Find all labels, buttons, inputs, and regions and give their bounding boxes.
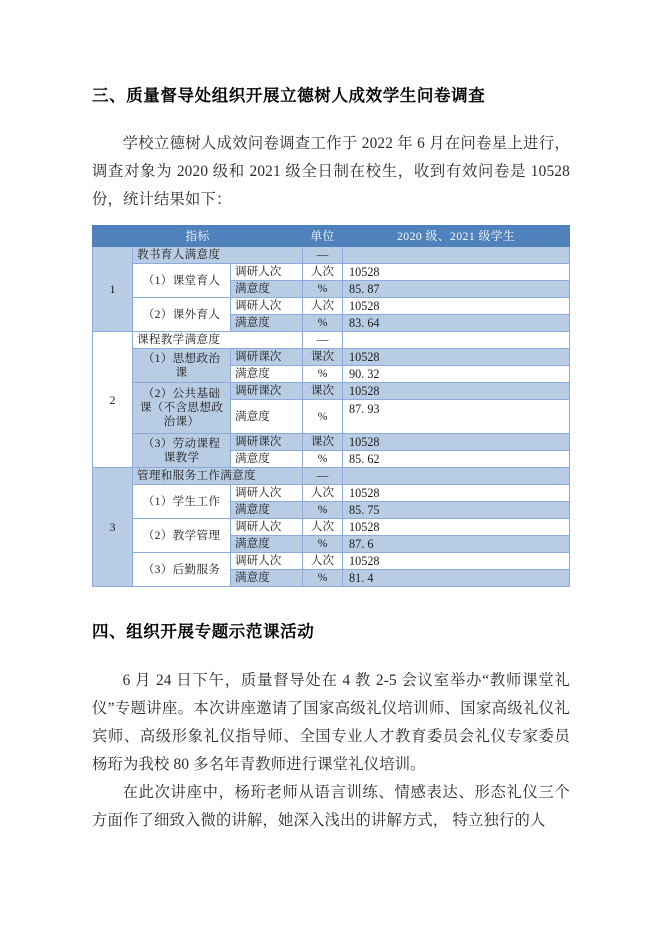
table-group-row bbox=[93, 332, 570, 349]
metric-unit-cell: % bbox=[303, 536, 343, 553]
item-label-cell: （2）教学管理 bbox=[133, 519, 231, 553]
metric-name-cell: 调研人次 bbox=[231, 519, 303, 536]
metric-value-cell: 10528 bbox=[343, 434, 570, 451]
metric-name-cell: 满意度 bbox=[231, 451, 303, 468]
metric-value-cell: 87. 93 bbox=[343, 400, 570, 434]
section-4-paragraph-1: 6 月 24 日下午，质量督导处在 4 教 2-5 会议室举办“教师课堂礼仪”专题讲座。本次讲座邀请了国家高级礼仪培训师、国家高级礼仪礼宾师、高级形象礼仪指导师、全国专业人才教育委员会礼仪专家委员杨珩为我校 80 多名年青教师进行课堂礼仪培训。 bbox=[92, 672, 570, 773]
metric-name-cell: 满意度 bbox=[231, 366, 303, 383]
table-row bbox=[93, 298, 570, 315]
metric-unit-cell: % bbox=[303, 502, 343, 519]
metric-value-cell: 10528 bbox=[343, 383, 570, 400]
item-label-cell: （2）公共基础课（不含思想政治课） bbox=[133, 383, 231, 434]
table-group-row bbox=[93, 247, 570, 264]
item-label-cell: （2）课外育人 bbox=[133, 298, 231, 332]
metric-name-cell: 满意度 bbox=[231, 536, 303, 553]
metric-unit-cell: 课次 bbox=[303, 383, 343, 400]
metric-value-cell: 81. 4 bbox=[343, 570, 570, 587]
table-head bbox=[93, 226, 570, 247]
metric-name-cell: 满意度 bbox=[231, 281, 303, 298]
metric-unit-cell: 人次 bbox=[303, 519, 343, 536]
document-content bbox=[92, 0, 570, 835]
metric-value-cell: 10528 bbox=[343, 349, 570, 366]
group-title-cell: 课程教学满意度 bbox=[133, 332, 303, 349]
item-label-cell: （1）学生工作 bbox=[133, 485, 231, 519]
section-heading-4: 四、组织开展专题示范课活动 bbox=[92, 623, 315, 641]
metric-value-cell: 90. 32 bbox=[343, 366, 570, 383]
item-label-cell: （1）思想政治课 bbox=[133, 349, 231, 383]
metric-name-cell: 调研课次 bbox=[231, 349, 303, 366]
metric-name-cell: 调研人次 bbox=[231, 485, 303, 502]
group-number-cell: 2 bbox=[93, 332, 133, 468]
metric-unit-cell: 课次 bbox=[303, 349, 343, 366]
table-row bbox=[93, 349, 570, 366]
metric-unit-cell: % bbox=[303, 315, 343, 332]
metric-name-cell: 调研课次 bbox=[231, 434, 303, 451]
metric-unit-cell: % bbox=[303, 366, 343, 383]
table-row bbox=[93, 264, 570, 281]
table-row bbox=[93, 485, 570, 502]
item-label-cell: （3）后勤服务 bbox=[133, 553, 231, 587]
metric-value-cell: 85. 75 bbox=[343, 502, 570, 519]
metric-value-cell: 85. 87 bbox=[343, 281, 570, 298]
group-number-cell: 3 bbox=[93, 468, 133, 587]
table-row bbox=[93, 383, 570, 400]
metric-name-cell: 满意度 bbox=[231, 570, 303, 587]
metric-unit-cell: % bbox=[303, 451, 343, 468]
metric-name-cell: 调研人次 bbox=[231, 264, 303, 281]
column-header-unit: 单位 bbox=[303, 226, 343, 247]
table-body bbox=[93, 247, 570, 587]
metric-name-cell: 调研课次 bbox=[231, 383, 303, 400]
group-unit-dash-cell: — bbox=[303, 247, 343, 264]
metric-name-cell: 满意度 bbox=[231, 315, 303, 332]
metric-value-cell: 87. 6 bbox=[343, 536, 570, 553]
table-row bbox=[93, 434, 570, 451]
group-value-empty-cell bbox=[343, 468, 570, 485]
column-header-value: 2020 级、2021 级学生 bbox=[343, 226, 570, 247]
group-unit-dash-cell: — bbox=[303, 468, 343, 485]
item-label-cell: （3）劳动课程课教学 bbox=[133, 434, 231, 468]
section-3-paragraph-1: 学校立德树人成效问卷调查工作于 2022 年 6 月在问卷星上进行，调查对象为 2020 级和 2021 级全日制在校生，收到有效问卷是 10528 份，统计结果如下： bbox=[92, 135, 570, 208]
metric-unit-cell: 人次 bbox=[303, 553, 343, 570]
table-group-row bbox=[93, 468, 570, 485]
metric-unit-cell: 人次 bbox=[303, 485, 343, 502]
table-row bbox=[93, 553, 570, 570]
metric-value-cell: 10528 bbox=[343, 264, 570, 281]
group-unit-dash-cell: — bbox=[303, 332, 343, 349]
metric-name-cell: 调研人次 bbox=[231, 298, 303, 315]
metric-unit-cell: % bbox=[303, 400, 343, 434]
metric-name-cell: 满意度 bbox=[231, 502, 303, 519]
metric-unit-cell: 课次 bbox=[303, 434, 343, 451]
column-header-indicator: 指标 bbox=[93, 226, 303, 247]
table-header-row bbox=[93, 226, 570, 247]
metric-value-cell: 10528 bbox=[343, 485, 570, 502]
metric-value-cell: 10528 bbox=[343, 298, 570, 315]
metric-value-cell: 83. 64 bbox=[343, 315, 570, 332]
metric-value-cell: 10528 bbox=[343, 553, 570, 570]
metric-name-cell: 调研人次 bbox=[231, 553, 303, 570]
item-label-cell: （1）课堂育人 bbox=[133, 264, 231, 298]
group-value-empty-cell bbox=[343, 332, 570, 349]
group-title-cell: 教书育人满意度 bbox=[133, 247, 303, 264]
group-title-cell: 管理和服务工作满意度 bbox=[133, 468, 303, 485]
metric-unit-cell: % bbox=[303, 281, 343, 298]
table-row bbox=[93, 519, 570, 536]
metric-name-cell: 满意度 bbox=[231, 400, 303, 434]
group-number-cell: 1 bbox=[93, 247, 133, 332]
metric-value-cell: 85. 62 bbox=[343, 451, 570, 468]
metric-unit-cell: 人次 bbox=[303, 298, 343, 315]
metric-value-cell: 10528 bbox=[343, 519, 570, 536]
group-value-empty-cell bbox=[343, 247, 570, 264]
section-4-paragraph-2: 在此次讲座中，杨珩老师从语言训练、情感表达、形态礼仪三个方面作了细致入微的讲解，她深入浅出的讲解方式， 特立独行的人 bbox=[92, 784, 570, 829]
metric-unit-cell: 人次 bbox=[303, 264, 343, 281]
metric-unit-cell: % bbox=[303, 570, 343, 587]
survey-results-table bbox=[92, 225, 570, 587]
section-heading-3: 三、质量督导处组织开展立德树人成效学生问卷调查 bbox=[92, 87, 486, 105]
